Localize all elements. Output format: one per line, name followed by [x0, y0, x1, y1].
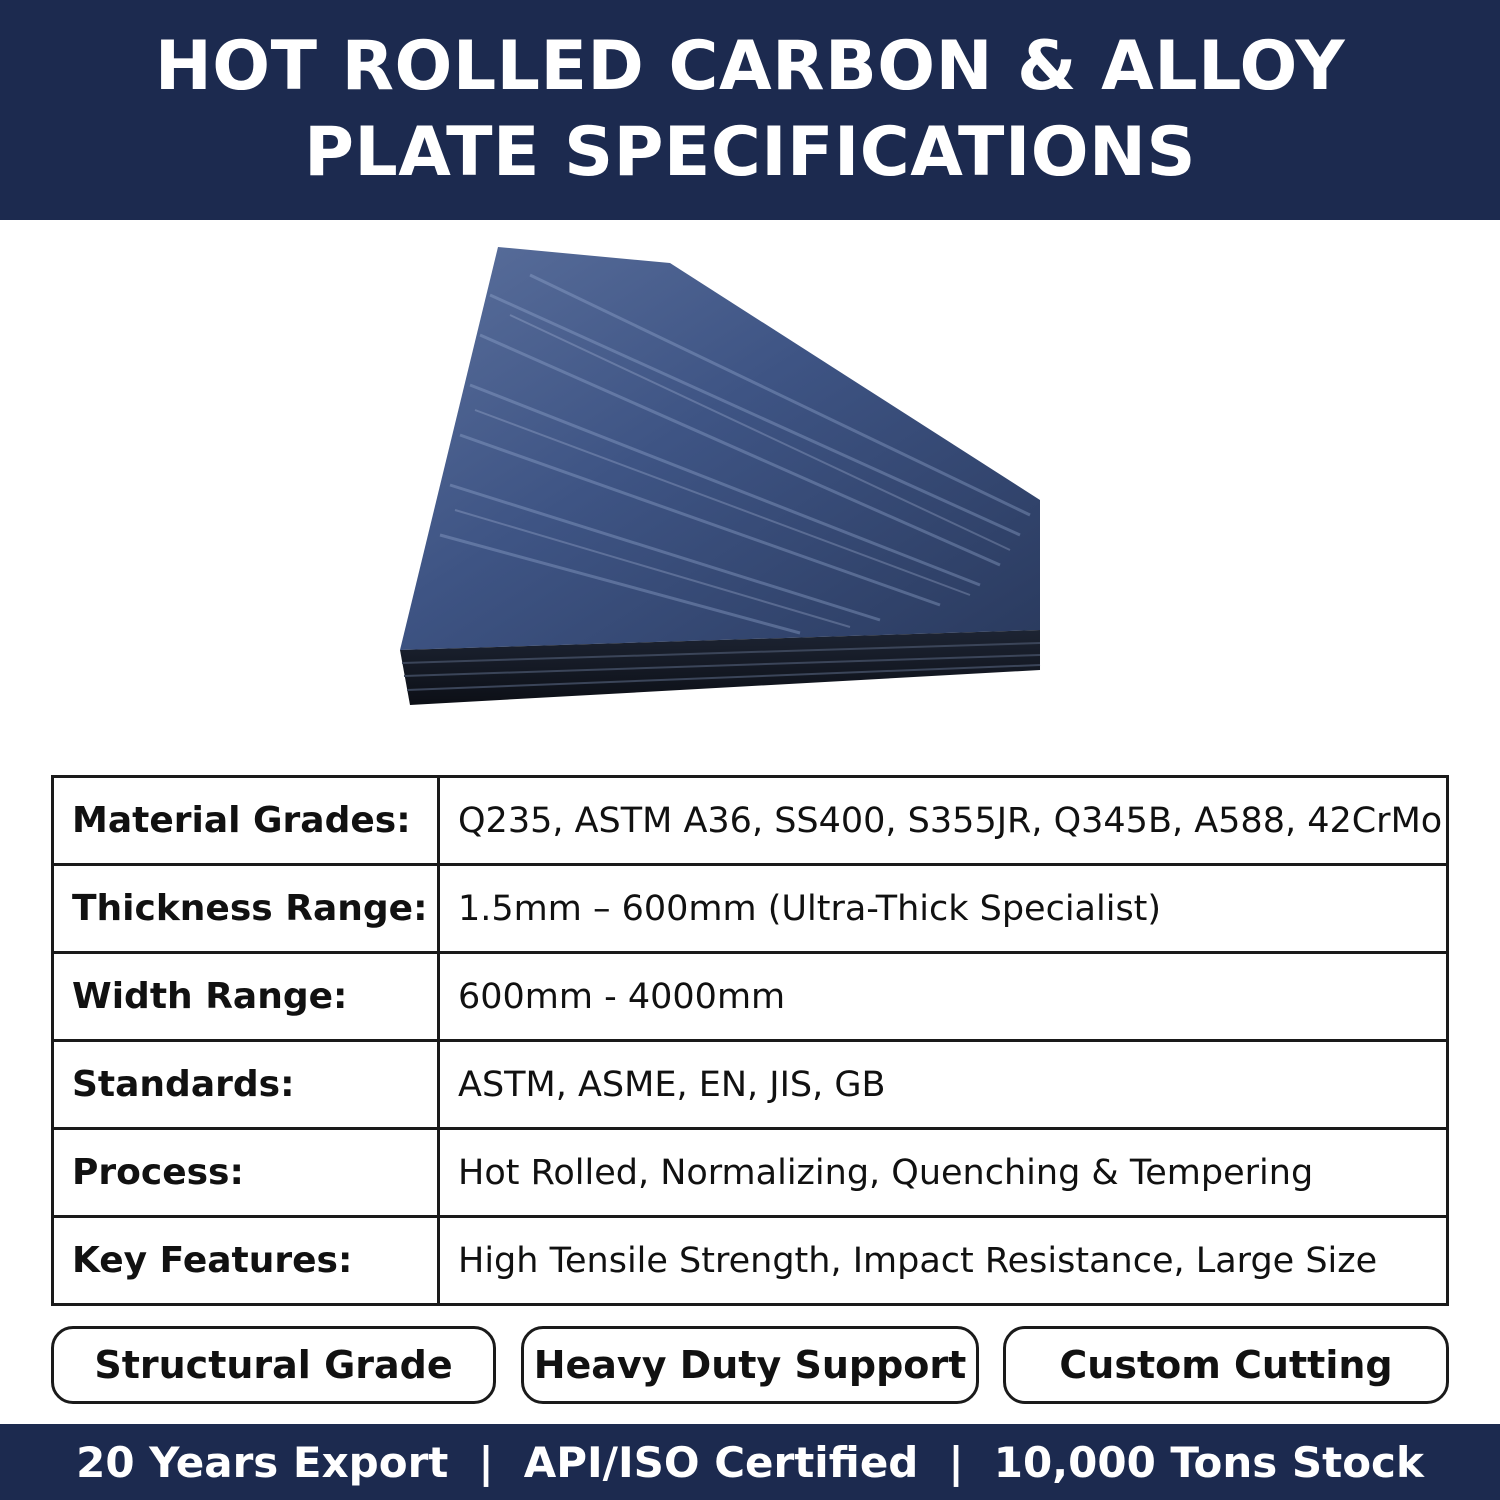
badge-custom-cutting: Custom Cutting	[1003, 1326, 1449, 1404]
header-title-line-2: PLATE SPECIFICATIONS	[304, 113, 1196, 192]
spec-row-key-features	[53, 1217, 1448, 1305]
spec-table	[51, 775, 1449, 1306]
badge-structural-grade: Structural Grade	[51, 1326, 496, 1404]
spec-label: Key Features:	[53, 1217, 439, 1305]
header-banner	[0, 0, 1500, 220]
footer-separator: |	[478, 1437, 494, 1487]
spec-label: Process:	[53, 1129, 439, 1217]
footer-years-export: 20 Years Export	[76, 1437, 449, 1487]
spec-row-thickness-range	[53, 865, 1448, 953]
footer-banner	[0, 1424, 1500, 1500]
footer-certified: API/ISO Certified	[523, 1437, 919, 1487]
spec-value: Q235, ASTM A36, SS400, S355JR, Q345B, A588, 42CrMo	[439, 777, 1448, 865]
steel-plate-image	[380, 235, 1060, 725]
spec-value: High Tensile Strength, Impact Resistance, Large Size	[439, 1217, 1448, 1305]
spec-value: 600mm - 4000mm	[439, 953, 1448, 1041]
spec-row-process	[53, 1129, 1448, 1217]
badge-heavy-duty-support: Heavy Duty Support	[521, 1326, 979, 1404]
spec-label: Width Range:	[53, 953, 439, 1041]
spec-row-width-range	[53, 953, 1448, 1041]
footer-tons-stock: 10,000 Tons Stock	[993, 1437, 1424, 1487]
header-title-line-1: HOT ROLLED CARBON & ALLOY	[154, 27, 1346, 106]
spec-row-material-grades	[53, 777, 1448, 865]
spec-label: Standards:	[53, 1041, 439, 1129]
spec-value: 1.5mm – 600mm (Ultra-Thick Specialist)	[439, 865, 1448, 953]
spec-label: Material Grades:	[53, 777, 439, 865]
footer-separator: |	[948, 1437, 964, 1487]
spec-row-standards	[53, 1041, 1448, 1129]
spec-value: Hot Rolled, Normalizing, Quenching & Tempering	[439, 1129, 1448, 1217]
spec-value: ASTM, ASME, EN, JIS, GB	[439, 1041, 1448, 1129]
spec-label: Thickness Range:	[53, 865, 439, 953]
